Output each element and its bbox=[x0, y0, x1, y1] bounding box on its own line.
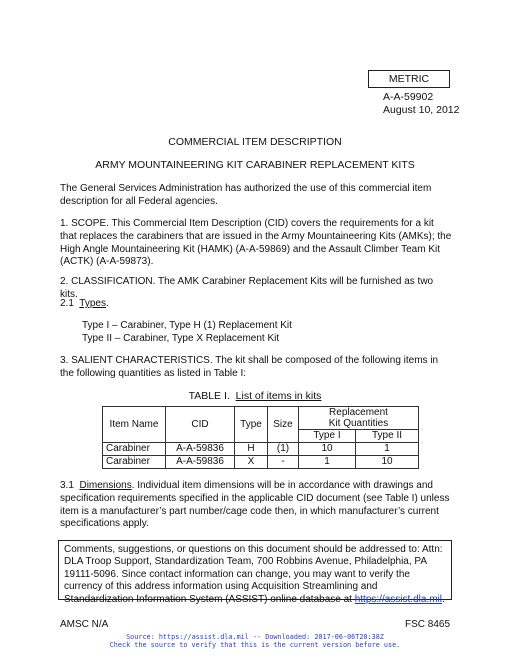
cell-item: Carabiner bbox=[103, 443, 166, 456]
comments-end: . bbox=[441, 593, 445, 605]
header-replacement-line1: Replacement bbox=[329, 407, 388, 418]
types-list bbox=[82, 320, 292, 345]
table-caption-prefix: TABLE I. bbox=[188, 390, 230, 402]
cell-size: - bbox=[268, 456, 299, 469]
header-type: Type bbox=[235, 407, 268, 443]
header-item-name: Item Name bbox=[103, 407, 166, 443]
header-type-2: Type II bbox=[356, 430, 419, 443]
cell-qty-type-2: 1 bbox=[356, 443, 419, 456]
dimensions-paragraph bbox=[60, 480, 452, 531]
comments-box bbox=[58, 540, 452, 605]
header-size: Size bbox=[268, 407, 299, 443]
cell-cid: A-A-59836 bbox=[166, 456, 235, 469]
table-caption bbox=[0, 390, 510, 402]
classification-paragraph: 2. CLASSIFICATION. The AMK Carabiner Replacement Kits will be furnished as two kits. bbox=[60, 276, 434, 300]
document-date: August 10, 2012 bbox=[383, 104, 460, 116]
cell-type: X bbox=[235, 456, 268, 469]
types-heading-text: Types bbox=[79, 298, 106, 309]
header-replacement bbox=[299, 407, 419, 430]
dimensions-number: 3.1 bbox=[60, 480, 74, 491]
types-heading-number: 2.1 bbox=[60, 298, 74, 309]
types-heading: 2.1 Types. bbox=[60, 298, 109, 309]
cell-size: (1) bbox=[268, 443, 299, 456]
type-1-item: Type I – Carabiner, Type H (1) Replacement Kit bbox=[82, 320, 292, 331]
salient-paragraph: 3. SALIENT CHARACTERISTICS. The kit shall be composed of the following items in the following quantities as listed in Table I: bbox=[60, 355, 439, 379]
cell-qty-type-1: 1 bbox=[299, 456, 356, 469]
source-notice bbox=[0, 633, 510, 649]
header-cid: CID bbox=[166, 407, 235, 443]
cell-cid: A-A-59836 bbox=[166, 443, 235, 456]
source-line-2: Check the source to verify that this is the current version before use. bbox=[109, 641, 401, 649]
cell-qty-type-1: 10 bbox=[299, 443, 356, 456]
table-caption-text: List of items in kits bbox=[235, 390, 322, 402]
assist-link[interactable]: https://assist.dla.mil bbox=[354, 593, 442, 605]
document-number: A-A-59902 bbox=[383, 91, 434, 103]
metric-label: METRIC bbox=[388, 73, 430, 85]
cell-qty-type-2: 10 bbox=[356, 456, 419, 469]
items-table bbox=[102, 406, 419, 469]
cell-type: H bbox=[235, 443, 268, 456]
comments-text: Comments, suggestions, or questions on this document should be addressed to: Attn: DLA Troop Support, Standardization Team, 700 Robbins Avenue, Philadelphia, PA 19111-5096. Since contact information can change, you may want to verify the currency of this address information using Acquisition Streamlining and Standardization Information System (ASSIST) online database at bbox=[64, 544, 443, 605]
fsc-label: FSC 8465 bbox=[405, 619, 451, 630]
document-id-block bbox=[383, 91, 459, 117]
type-2-item: Type II – Carabiner, Type X Replacement Kit bbox=[82, 332, 280, 344]
table-row bbox=[103, 443, 419, 456]
table-row bbox=[103, 456, 419, 469]
intro-paragraph: The General Services Administration has authorized the use of this commercial item description for all Federal agencies. bbox=[60, 183, 432, 207]
cell-item: Carabiner bbox=[103, 456, 166, 469]
document-subtitle: ARMY MOUNTAINEERING KIT CARABINER REPLACEMENT KITS bbox=[95, 159, 415, 171]
amsc-label: AMSC N/A bbox=[60, 619, 109, 630]
document-title: COMMERCIAL ITEM DESCRIPTION bbox=[168, 136, 342, 148]
header-type-1: Type I bbox=[299, 430, 356, 443]
dimensions-text: . Individual item dimensions will be in accordance with drawings and specification requirements specified in the applicable CID document (see Table I) unless item is a manufacturer’s part number/cage code then, in which manufacturer’s current specifications apply. bbox=[60, 480, 450, 530]
scope-paragraph: 1. SCOPE. This Commercial Item Description (CID) covers the requirements for a kit that replaces the carabiners that are issued in the Army Mountaineering Kits (AMKs); the High Angle Mountaineering Kit (HAMK) (A-A-59869) and the Assault Climber Team Kit (ACTK) (A-A-59873). bbox=[60, 218, 452, 268]
metric-box bbox=[368, 70, 450, 88]
dimensions-heading: Dimensions bbox=[79, 480, 132, 491]
header-replacement-line2: Kit Quantities bbox=[328, 418, 389, 429]
source-line-1: Source: https://assist.dla.mil -- Downloaded: 2017-06-06T20:38Z bbox=[126, 633, 384, 641]
